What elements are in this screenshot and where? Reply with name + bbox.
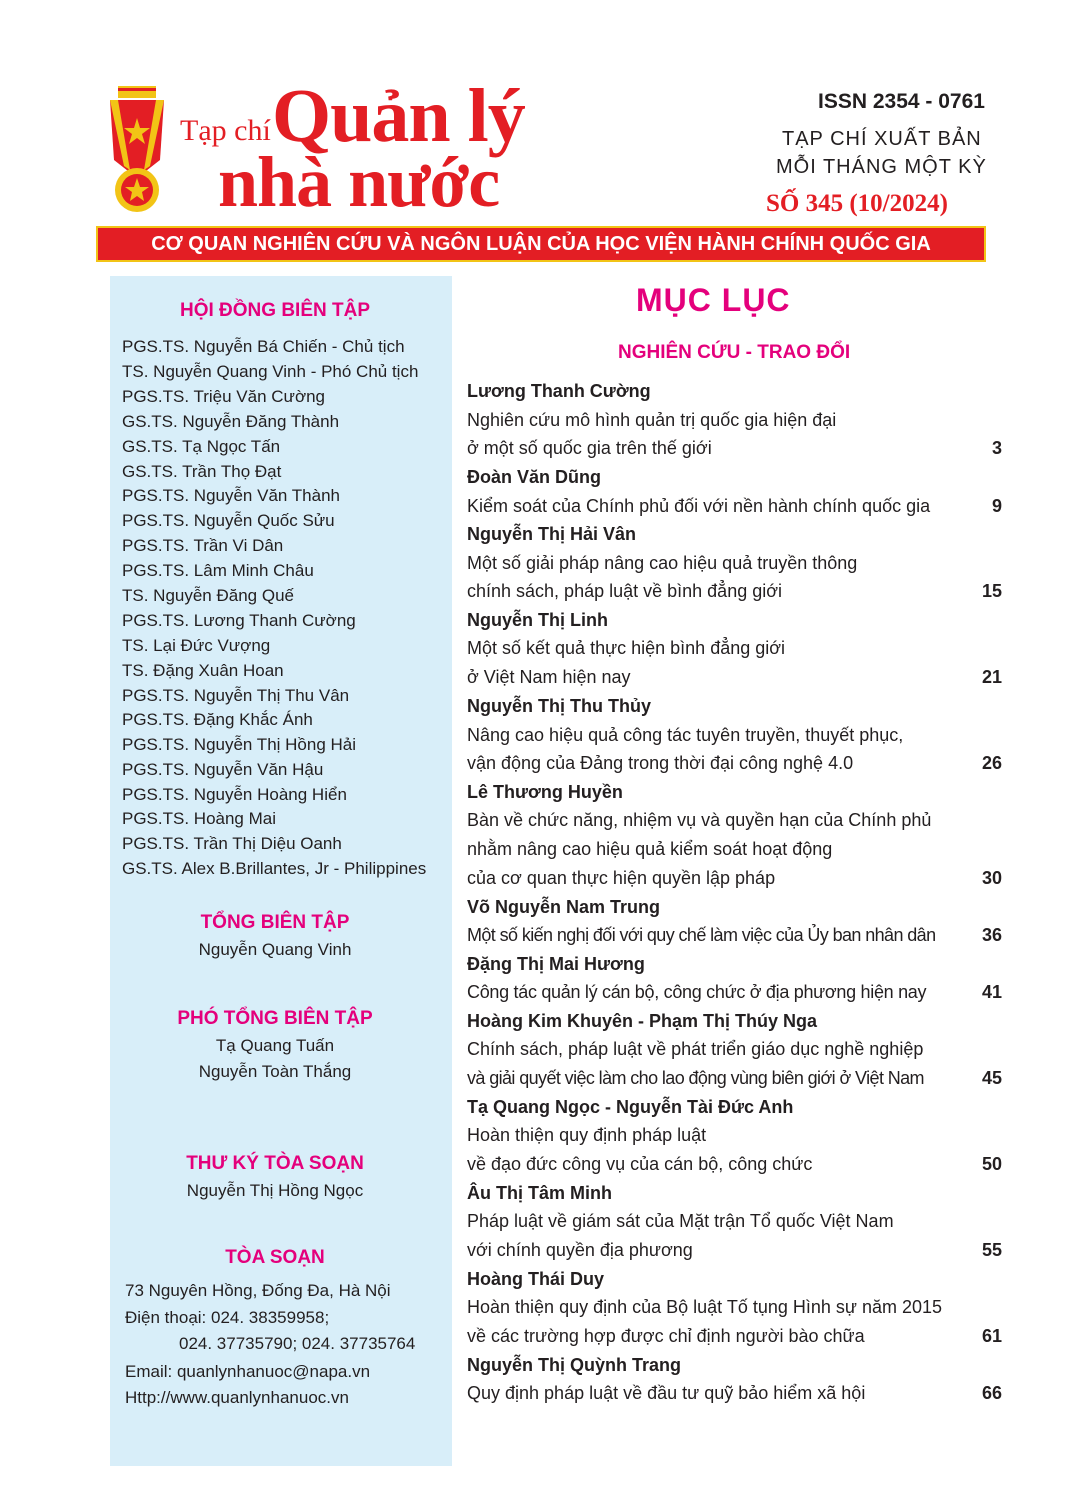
toc-article-title: Công tác quản lý cán bộ, công chức ở địa phương hiện nay [467,982,927,1002]
toc-page-number: 41 [981,982,1002,1002]
toc-page-number: 55 [981,1240,1002,1260]
board-member: PGS.TS. Triệu Văn Cường [122,387,325,406]
toc-article-title: nhằm nâng cao hiệu quả kiểm soát hoạt động [467,839,833,859]
toc-author: Tạ Quang Ngọc - Nguyễn Tài Đức Anh [467,1097,794,1117]
board-member: GS.TS. Alex B.Brillantes, Jr - Philippines [122,859,427,878]
deputy-editor-name: Nguyễn Toàn Thắng [198,1062,352,1081]
toc-article-title: Nâng cao hiệu quả công tác tuyên truyền, thuyết phục, [467,725,904,745]
board-member: PGS.TS. Nguyễn Văn Hậu [122,760,324,779]
toc-page-number: 36 [981,925,1002,945]
toc-author: Võ Nguyễn Nam Trung [467,897,661,917]
editor-in-chief-title: TỔNG BIÊN TẬP [200,912,350,933]
toc-article-title: vận động của Đảng trong thời đại công nghệ 4.0 [467,753,854,773]
office-title: TÒA SOẠN [225,1247,325,1268]
issue-number: SỐ 345 (10/2024) [766,190,948,217]
toc-page-number: 15 [981,581,1002,601]
toc-page-number: 21 [981,667,1002,687]
toc-author: Nguyễn Thị Linh [467,610,608,630]
toc-author: Hoàng Kim Khuyên - Phạm Thị Thúy Nga [467,1011,818,1031]
toc-article-title: Bàn về chức năng, nhiệm vụ và quyền hạn của Chính phủ [467,810,932,830]
toc-author: Nguyễn Thị Hải Vân [467,524,637,544]
toc-page-number: 66 [981,1383,1002,1403]
toc-author: Nguyễn Thị Thu Thủy [467,696,651,716]
toc-page-number: 30 [981,868,1002,888]
toc-article-title: Một số giải pháp nâng cao hiệu quả truyền thông [467,553,858,573]
toc-author: Hoàng Thái Duy [467,1269,605,1289]
office-email: Email: quanlynhanuoc@napa.vn [125,1362,371,1381]
board-member: PGS.TS. Nguyễn Văn Thành [122,486,340,505]
board-member: PGS.TS. Hoàng Mai [122,809,277,828]
board-member: GS.TS. Nguyễn Đăng Thành [122,412,340,431]
office-phone: 024. 37735790; 024. 37735764 [179,1334,416,1353]
toc-page-number: 61 [981,1326,1002,1346]
medal-icon [104,86,170,214]
toc-author: Nguyễn Thị Quỳnh Trang [467,1355,682,1375]
editorial-board-title: HỘI ĐỒNG BIÊN TẬP [179,300,370,321]
office-address: 73 Nguyên Hồng, Đống Đa, Hà Nội [125,1281,391,1300]
toc-article-title: ở một số quốc gia trên thế giới [467,438,712,458]
agency-banner: CƠ QUAN NGHIÊN CỨU VÀ NGÔN LUẬN CỦA HỌC VIỆN HÀNH CHÍNH QUỐC GIA [96,226,986,262]
toc-page-number: 26 [981,753,1002,773]
masthead-title-line1: Quản lý [272,74,525,158]
board-member: TS. Nguyễn Đăng Quế [122,586,294,605]
board-member: PGS.TS. Nguyễn Thị Hồng Hải [122,735,357,754]
office-website: Http://www.quanlynhanuoc.vn [125,1388,349,1407]
toc-author: Lương Thanh Cường [467,381,651,401]
toc-article-title: Hoàn thiện quy định của Bộ luật Tố tụng Hình sự năm 2015 [467,1297,943,1317]
board-member: PGS.TS. Nguyễn Thị Thu Vân [122,686,350,705]
toc-article-title: Một số kết quả thực hiện bình đẳng giới [467,638,786,658]
toc-page-number: 50 [981,1154,1002,1174]
board-member: PGS.TS. Nguyễn Quốc Sửu [122,511,335,530]
board-member: TS. Nguyễn Quang Vinh - Phó Chủ tịch [122,362,419,381]
board-member: PGS.TS. Nguyễn Bá Chiến - Chủ tịch [122,337,405,356]
toc-article-title: với chính quyền địa phương [467,1240,693,1260]
board-member: PGS.TS. Lương Thanh Cường [122,611,356,630]
editor-in-chief-name: Nguyễn Quang Vinh [198,940,352,959]
toc-section-title: NGHIÊN CỨU - TRAO ĐỔI [618,342,851,363]
secretary-name: Nguyễn Thị Hồng Ngọc [186,1181,364,1200]
toc-page-number: 9 [991,496,1002,516]
toc-article-title: và giải quyết việc làm cho lao động vùng biên giới ở Việt Nam [467,1068,924,1088]
toc-article-title: ở Việt Nam hiện nay [467,667,631,687]
board-member: PGS.TS. Lâm Minh Châu [122,561,314,580]
toc-author: Âu Thị Tâm Minh [467,1183,612,1203]
toc-author: Đặng Thị Mai Hương [467,954,645,974]
toc-article-title: Nghiên cứu mô hình quản trị quốc gia hiện đại [467,410,837,430]
toc-article-title: Hoàn thiện quy định pháp luật [467,1125,707,1145]
frequency-line: MỖI THÁNG MỘT KỲ [776,156,987,178]
toc-article-title: Kiểm soát của Chính phủ đối với nền hành chính quốc gia [467,496,931,516]
toc-author: Lê Thương Huyền [467,782,623,802]
toc-article-title: Pháp luật về giám sát của Mặt trận Tổ quốc Việt Nam [467,1211,894,1231]
board-member: PGS.TS. Trần Thị Diệu Oanh [122,834,342,853]
deputy-editor-name: Tạ Quang Tuấn [215,1036,335,1055]
board-member: GS.TS. Tạ Ngọc Tấn [122,437,281,456]
toc-article-title: về các trường hợp được chỉ định người bào chữa [467,1326,865,1346]
board-member: PGS.TS. Đặng Khắc Ánh [122,710,313,729]
deputy-editors-title: PHÓ TỔNG BIÊN TẬP [177,1008,373,1029]
masthead-title-line2: nhà nước [218,142,500,222]
board-member: PGS.TS. Trần Vi Dân [122,536,284,555]
editorial-panel [110,276,452,1466]
toc-article-title: Quy định pháp luật về đầu tư quỹ bảo hiểm xã hội [467,1383,866,1403]
board-member: GS.TS. Trần Thọ Đạt [122,462,282,481]
toc-article-title: Một số kiến nghị đối với quy chế làm việc của Ủy ban nhân dân [467,925,936,945]
board-member: TS. Lại Đức Vượng [122,636,271,655]
issn: ISSN 2354 - 0761 [818,90,985,113]
toc-article-title: chính sách, pháp luật về bình đẳng giới [467,581,783,601]
board-member: PGS.TS. Nguyễn Hoàng Hiển [122,785,347,804]
toc-article-title: về đạo đức công vụ của cán bộ, công chức [467,1154,813,1174]
toc-author: Đoàn Văn Dũng [467,467,601,487]
secretary-title: THƯ KÝ TÒA SOẠN [186,1153,364,1174]
masthead-small-text: Tạp chí [180,114,271,147]
frequency-line: TẠP CHÍ XUẤT BẢN [782,128,982,150]
toc-title: MỤC LỤC [636,282,791,318]
office-phone: Điện thoại: 024. 38359958; [125,1308,330,1327]
toc-page-number: 3 [991,438,1002,458]
toc-article-title: Chính sách, pháp luật về phát triển giáo dục nghề nghiệp [467,1039,924,1059]
board-member: TS. Đặng Xuân Hoan [122,661,284,680]
toc-article-title: của cơ quan thực hiện quyền lập pháp [467,868,776,888]
toc-page-number: 45 [981,1068,1002,1088]
